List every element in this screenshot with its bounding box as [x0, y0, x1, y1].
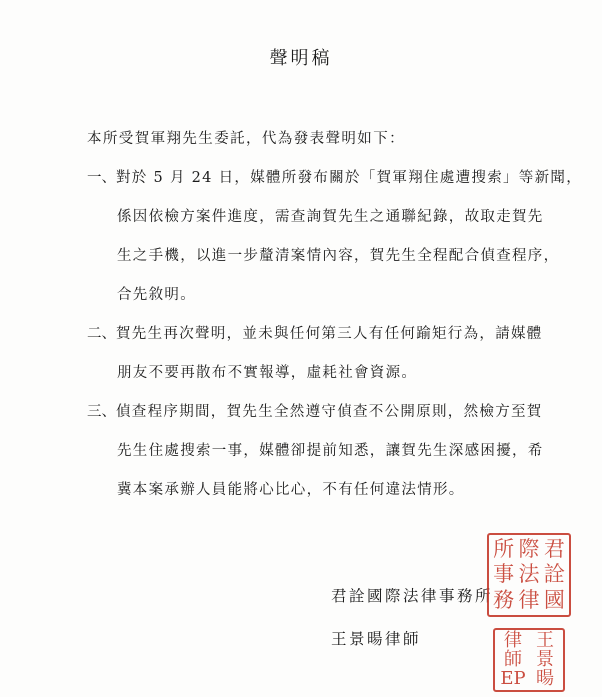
lawyer-seal-stamp	[493, 628, 565, 692]
seal-char: 際	[518, 537, 540, 562]
document-title: 聲明稿	[269, 48, 333, 69]
seal-char: 務	[493, 587, 515, 612]
seal-char: 律	[518, 587, 540, 612]
seal-char: 律	[504, 630, 522, 652]
seal-char: 詮	[543, 562, 565, 587]
seal-char: 君	[543, 537, 565, 562]
item-line: 偵查程序期間，賀先生全然遵守偵查不公開原則，然檢方至賀	[116, 404, 543, 420]
seal-char: 國	[543, 587, 565, 612]
item-line: 對於 5 月 24 日，媒體所發布關於「賀軍翔住處遭搜索」等新聞，	[116, 170, 583, 186]
seal-char: 法	[518, 562, 540, 587]
item-line: 合先敘明。	[117, 287, 196, 303]
item-line: 生之手機，以進一步釐清案情內容，賀先生全程配合偵查程序，	[117, 248, 560, 264]
seal-char: 景	[536, 648, 554, 670]
seal-char: 師	[504, 648, 522, 670]
item-line: 冀本案承辦人員能將心比心，不有任何違法情形。	[117, 482, 465, 498]
item-line: 賀先生再次聲明，並未與任何第三人有任何踰矩行為，請媒體	[116, 326, 543, 342]
item-number: 二、	[87, 326, 116, 342]
seal-char: 事	[493, 562, 515, 587]
item-line: 朋友不要再散布不實報導，虛耗社會資源。	[117, 365, 418, 381]
seal-char: 暘	[536, 667, 554, 689]
item-line: 先生住處搜索一事，媒體卻提前知悉，讓賀先生深感困擾，希	[117, 443, 544, 459]
seal-char: EP	[500, 667, 526, 689]
item-number: 三、	[87, 404, 116, 420]
signature-firm: 君詮國際法律事務所	[331, 587, 494, 605]
signature-lawyer: 王景暘律師	[331, 630, 422, 648]
item-number: 一、	[87, 170, 116, 186]
seal-char: 所	[493, 537, 515, 562]
intro-paragraph: 本所受賀軍翔先生委託，代為發表聲明如下：	[87, 131, 405, 147]
seal-char: 王	[536, 630, 554, 652]
item-line: 係因依檢方案件進度，需查詢賀先生之通聯紀錄，故取走賀先	[117, 209, 544, 225]
firm-seal-stamp	[487, 533, 571, 617]
